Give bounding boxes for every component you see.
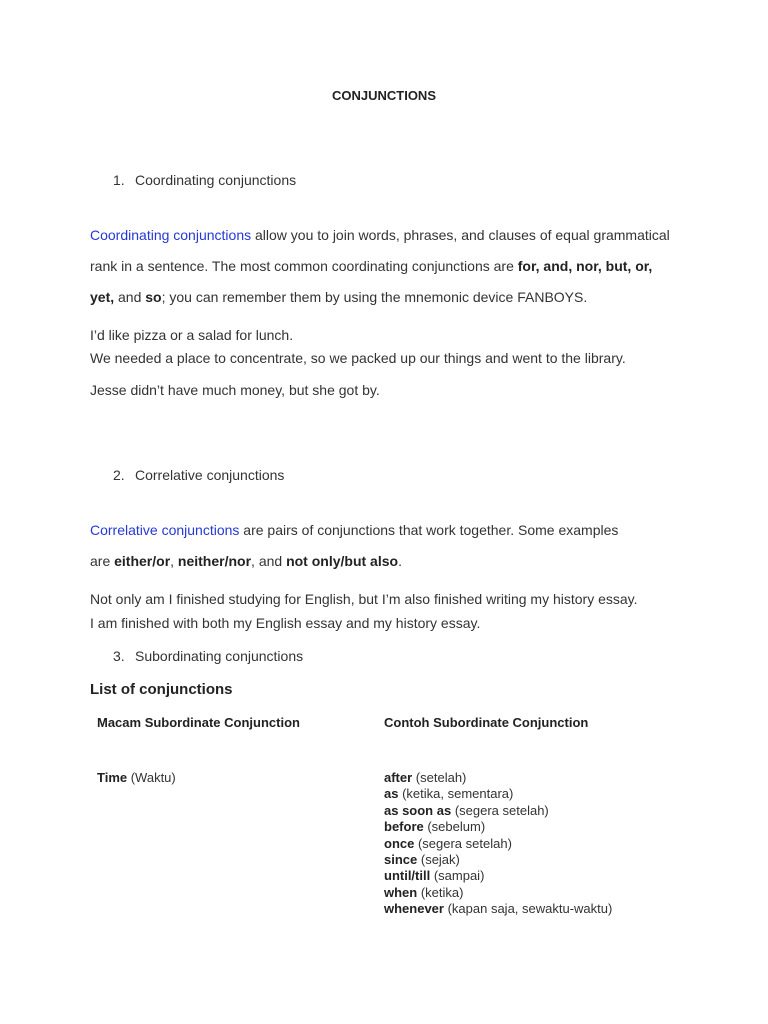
paragraph-text: . [398, 553, 402, 569]
conjunction-word: after [384, 770, 413, 785]
table-header-type: Macam Subordinate Conjunction [97, 715, 300, 730]
section-heading-text: Coordinating conjunctions [135, 172, 297, 188]
paragraph-text: ; you can remember them by using the mnemonic device FANBOYS. [161, 289, 588, 305]
list-item [384, 786, 612, 802]
coordinating-paragraph-line-3 [90, 289, 587, 305]
section-number: 1. [113, 172, 125, 188]
list-item [384, 852, 612, 868]
list-item [384, 836, 612, 852]
bold-conjunction-so: so [145, 289, 162, 305]
conjunction-gloss: (segera setelah) [414, 835, 512, 851]
conjunction-word: as [384, 786, 399, 802]
example-sentence: I’d like pizza or a salad for lunch. [90, 327, 294, 343]
section-heading-correlative [113, 467, 284, 483]
conjunction-gloss: (ketika, sementara) [398, 786, 514, 802]
conjunction-gloss: (ketika) [417, 884, 464, 900]
coordinating-conjunctions-link[interactable]: Coordinating conjunctions [90, 227, 252, 243]
type-name: Time [97, 770, 128, 785]
list-item [384, 885, 612, 901]
bold-pair: either/or [114, 553, 171, 569]
paragraph-text: are [90, 553, 115, 569]
conjunction-word: once [384, 835, 415, 851]
list-item [384, 819, 612, 835]
example-sentence: Jesse didn’t have much money, but she got by. [90, 382, 380, 398]
coordinating-paragraph-line-2 [90, 258, 652, 274]
example-sentence: We needed a place to concentrate, so we packed up our things and went to the library. [90, 350, 626, 366]
conjunction-word: before [384, 819, 424, 835]
section-number: 2. [113, 467, 125, 483]
section-heading-text: Subordinating conjunctions [135, 648, 304, 664]
type-gloss: (Waktu) [127, 770, 176, 785]
list-item [384, 803, 612, 819]
list-item [384, 901, 612, 917]
conjunction-gloss: (sampai) [430, 868, 485, 884]
section-heading-subordinating [113, 648, 303, 664]
conjunction-word: until/till [384, 868, 431, 884]
conjunction-word: as soon as [384, 802, 452, 818]
section-heading-coordinating [113, 172, 296, 188]
correlative-paragraph-line-2 [90, 553, 402, 569]
conjunction-gloss: (setelah) [412, 770, 467, 785]
section-number: 3. [113, 648, 125, 664]
paragraph-text: rank in a sentence. The most common coordinating conjunctions are [90, 258, 518, 274]
example-sentence: Not only am I finished studying for English, but I’m also finished writing my history essay. [90, 591, 638, 607]
list-title: List of conjunctions [90, 681, 233, 698]
list-item [384, 770, 612, 786]
page-title: CONJUNCTIONS [331, 88, 436, 103]
bold-conjunction-yet: yet, [90, 289, 115, 305]
section-heading-text: Correlative conjunctions [135, 467, 285, 483]
table-cell-examples [384, 770, 612, 918]
bold-pair: neither/nor [177, 553, 252, 569]
bold-conjunctions: for, and, nor, but, or, [517, 258, 653, 274]
paragraph-text: are pairs of conjunctions that work together. Some examples [239, 522, 619, 538]
conjunction-gloss: (sebelum) [423, 819, 486, 835]
conjunction-gloss: (segera setelah) [451, 802, 549, 818]
paragraph-text: allow you to join words, phrases, and clauses of equal grammatical [251, 227, 670, 243]
conjunction-gloss: (sejak) [417, 852, 460, 868]
bold-pair: not only/but also [286, 553, 399, 569]
paragraph-text: , and [251, 553, 287, 569]
coordinating-paragraph-line-1 [90, 227, 670, 243]
conjunction-word: when [384, 884, 418, 900]
correlative-paragraph-line-1 [90, 522, 618, 538]
conjunction-word: since [384, 852, 418, 868]
correlative-conjunctions-link[interactable]: Correlative conjunctions [90, 522, 240, 538]
table-header-examples: Contoh Subordinate Conjunction [384, 715, 589, 730]
conjunction-gloss: (kapan saja, sewaktu-waktu) [443, 901, 613, 917]
paragraph-text: , [170, 553, 178, 569]
example-sentence: I am finished with both my English essay and my history essay. [90, 615, 481, 631]
table-cell-type [97, 770, 176, 786]
paragraph-text: and [114, 289, 146, 305]
list-item [384, 868, 612, 884]
conjunction-word: whenever [384, 901, 444, 917]
